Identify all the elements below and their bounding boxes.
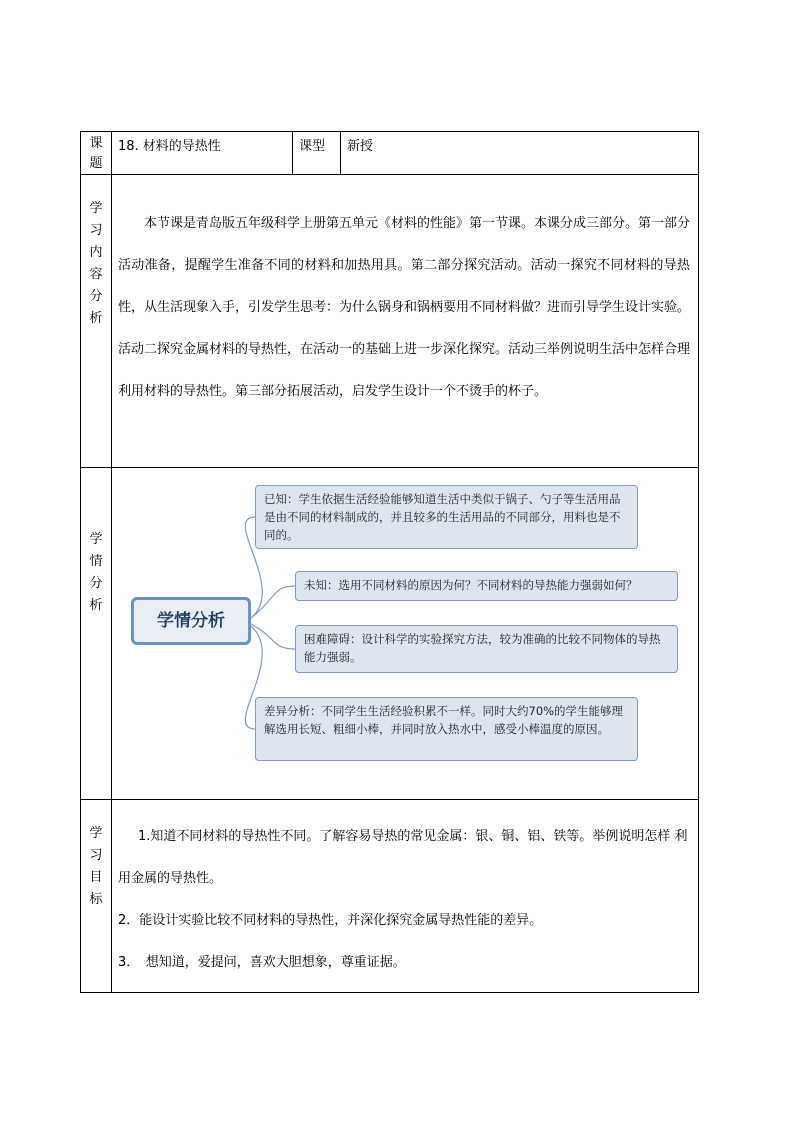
mind-map-node-difference: 差异分析：不同学生生活经验积累不一样。同时大约70%的学生能够理解选用长短、粗细小棒，并同时放入热水中，感受小棒温度的原因。 [255,697,638,761]
label-char: 目 [89,870,103,885]
content-analysis-label [81,175,112,468]
learner-analysis-label [81,468,112,800]
label-char: 学 [89,826,103,841]
mind-map-node-difficulty: 困难障碍：设计科学的实验探究方法，较为准确的比较不同物体的导热能力强弱。 [295,625,678,673]
label-char: 分 [89,576,103,591]
objectives-list [112,800,698,992]
content-analysis-row [81,175,699,468]
objectives-cell [112,800,699,993]
objective-item: 2．能设计实验比较不同材料的导热性，并深化探究金属导热性能的差异。 [118,913,543,928]
label-char: 情 [89,554,103,569]
label-char: 内 [89,245,103,260]
label-char: 分 [89,289,103,304]
subject-label-char: 课 [89,136,103,151]
type-label-cell [293,132,341,175]
label-char: 习 [89,223,103,238]
objective-item: 3． 想知道，爱提问，喜欢大胆想象，尊重证据。 [118,955,406,970]
objectives-label [81,800,112,993]
subject-label [81,132,112,175]
content-analysis-text: 本节课是青岛版五年级科学上册第五单元《材料的性能》第一节课。本课分成三部分。第一部分活动准备，提醒学生准备不同的材料和加热用具。第二部分探究活动。活动一探究不同材料的导热性，从生活现象入手，引发学生思考：为什么锅身和锅柄要用不同材料做？进而引导学生设计实验。活动二探究金属材料的导热性，在活动一的基础上进一步深化探究。活动三举例说明生活中怎样合理利用材料的导热性。第三部分拓展活动，启发学生设计一个不烫手的杯子。 [118,216,691,399]
label-char: 习 [89,848,103,863]
type-label: 课型 [299,139,326,154]
mind-map-node-unknown: 未知：选用不同材料的原因为何？不同材料的导热能力强弱如何？ [295,571,678,601]
subject-value: 18. 材料的导热性 [118,139,221,154]
label-char: 容 [89,267,103,282]
label-char: 析 [89,598,103,613]
type-value: 新授 [347,139,374,154]
content-analysis-cell [112,175,699,468]
objective-item: 1.知道不同材料的导热性不同。了解容易导热的常见金属：银、铜、铝、铁等。举例说明怎样 利用金属的导热性。 [118,829,688,886]
type-value-cell [341,132,699,175]
mind-map-cell [112,468,699,800]
mind-map-node-known: 已知：学生依据生活经验能够知道生活中类似于锅子、勺子等生活用品是由不同的材料制成的，并且较多的生活用品的不同部分，用料也是不同的。 [255,485,638,549]
label-char: 标 [89,892,103,907]
label-char: 析 [89,311,103,326]
learner-analysis-row [81,468,699,800]
lesson-plan-table [80,131,699,993]
header-row [81,132,699,175]
mind-map-center: 学情分析 [131,597,251,645]
subject-label-char: 题 [89,156,103,171]
subject-value-cell [112,132,293,175]
label-char: 学 [89,532,103,547]
label-char: 学 [89,201,103,216]
objectives-row [81,800,699,993]
